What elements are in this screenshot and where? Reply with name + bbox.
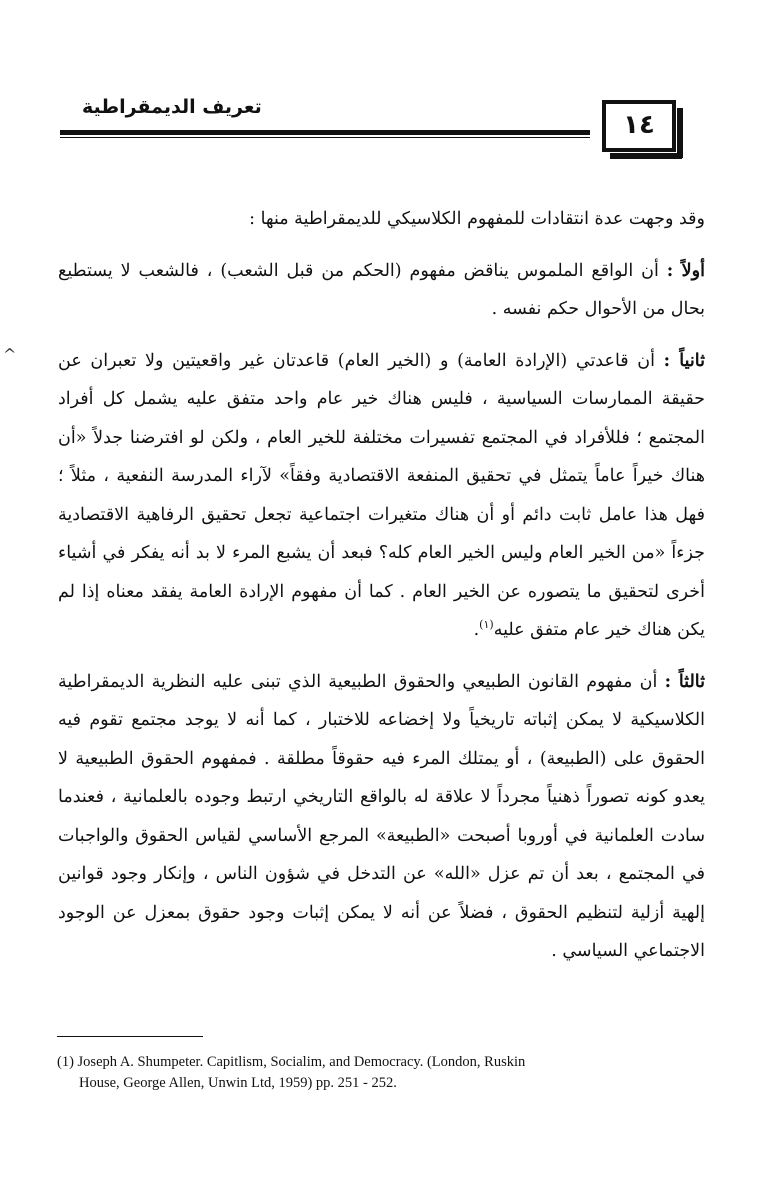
footnote — [57, 1052, 712, 1094]
intro-paragraph — [58, 200, 705, 239]
second-point-end: . — [473, 620, 480, 640]
page-number: ١٤ — [623, 110, 655, 140]
body-text — [58, 200, 705, 984]
first-point-lead: أولاً : — [666, 260, 705, 281]
footnote-rule — [57, 1036, 203, 1037]
intro-text: وقد وجهت عدة انتقادات للمفهوم الكلاسيكي للديمقراطية منها : — [249, 209, 705, 229]
margin-mark: ^ — [3, 345, 17, 364]
second-point-lead: ثانياً : — [663, 350, 705, 371]
footnote-reference: (١) — [479, 618, 494, 632]
third-point — [58, 663, 705, 971]
first-point — [58, 252, 705, 329]
first-point-text: أن الواقع الملموس يناقض مفهوم (الحكم من قبل الشعب) ، فالشعب لا يستطيع بحال من الأحوال حكم نفسه . — [58, 260, 705, 319]
third-point-text: أن مفهوم القانون الطبيعي والحقوق الطبيعية الذي تبنى عليه النظرية الديمقراطية الكلاسيكية لا يمكن إثباته تاريخياً ولا إخضاعه للاختبار ، كما أنه لا يوجد مجتمع تقوم فيه الحقوق على (الطبيعة) ، أو يمتلك المرء فيه حقوقاً مطلقة . فمفهوم الحقوق الطبيعية لا يعدو كونه تصوراً ذهنياً مجرداً لا علاقة له بالواقع التاريخي ارتبط وجوده بالعلمانية ، فعندما سادت العلمانية في أوروبا أصبحت «الطبيعة» المرجع الأساسي لقياس الحقوق والواجبات في المجتمع ، بعد أن تم عزل «الله» عن التدخل في شؤون الناس ، وإنكار وجود قوانين إلهية أزلية لتنظيم الحقوق ، فضلاً عن أنه لا يمكن إثبات وجود حقوق بمعزل عن الوجود الاجتماعي السياسي . — [58, 671, 705, 961]
footnote-line-2: House, George Allen, Unwin Ltd, 1959) pp. 251 - 252. — [79, 1075, 397, 1091]
running-title: تعريف الديمقراطية — [82, 96, 262, 118]
third-point-lead: ثالثاً : — [664, 671, 705, 692]
header-rule-thick — [60, 130, 590, 135]
page-number-box — [602, 100, 676, 152]
second-point-text: أن قاعدتي (الإرادة العامة) و (الخير العام) قاعدتان غير واقعيتين ولا تعبران عن حقيقة الممارسات السياسية ، فليس هناك خير عام واحد متفق عليه يشمل كل أفراد المجتمع ؛ فللأفراد في المجتمع تفسيرات مختلفة للخير العام ، ولكن لو افترضنا جدلاً «أن هناك خيراً عاماً يتمثل في تحقيق المنفعة الاقتصادية وفقاً» لآراء المدرسة النفعية ، مثلاً ؛ فهل هذا عامل ثابت دائم أو أن هناك متغيرات اجتماعية تجعل تحقيق الرفاهية الاقتصادية جزءاً «من الخير العام وليس الخير العام كله؟ فبعد أن يشبع المرء لا بد أنه يفكر في أشياء أخرى لتحقيق ما يتصوره عن الخير العام . كما أن مفهوم الإرادة العامة يفقد معناه إذا لم يكن هناك خير عام متفق عليه — [58, 350, 705, 640]
second-point — [58, 342, 705, 650]
header-rule-thin — [60, 137, 590, 138]
footnote-line-1: (1) Joseph A. Shumpeter. Capitlism, Socialim, and Democracy. (London, Ruskin — [57, 1054, 526, 1070]
running-header — [60, 86, 700, 156]
